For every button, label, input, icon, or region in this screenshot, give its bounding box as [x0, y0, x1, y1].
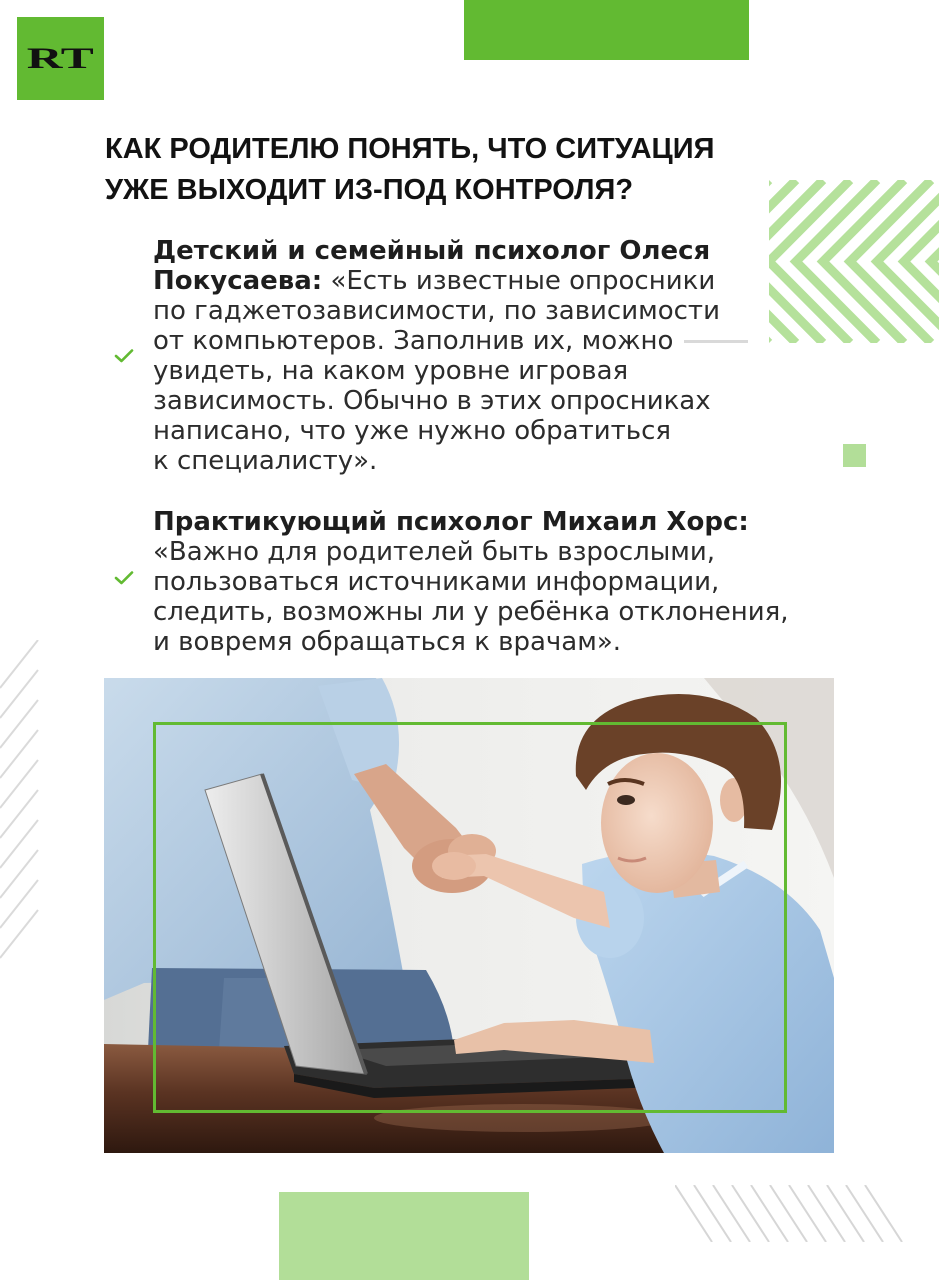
quote-line: [153, 507, 789, 537]
chevron-stripe: [796, 180, 877, 343]
quote-line: «Важно для родителей быть взрослыми,: [153, 537, 716, 567]
quote-line: [153, 266, 720, 296]
quote-author: Практикующий психолог Михаил Хорс:: [153, 507, 749, 537]
decor-square: [843, 444, 866, 467]
checkmark-icon: [114, 348, 134, 364]
quote-line: следить, возможны ли у ребёнка отклонения,: [153, 597, 789, 627]
quote-line: по гаджетозависимости, по зависимости: [153, 296, 720, 326]
top-accent-bar: [464, 0, 749, 60]
rt-logo: [17, 17, 104, 100]
quote-line: написано, что уже нужно обратиться: [153, 416, 672, 446]
quote-line: от компьютеров. Заполнив их, можно: [153, 326, 674, 356]
quote-line: увидеть, на каком уровне игровая: [153, 356, 629, 386]
quote-block: [153, 507, 789, 657]
chevron-stripe: [823, 180, 904, 343]
title-line: КАК РОДИТЕЛЮ ПОНЯТЬ, ЧТО СИТУАЦИЯ: [105, 133, 715, 165]
chevron-stripe: [850, 180, 931, 343]
diagonal-lines-decor: [0, 640, 40, 970]
page-title: [105, 129, 714, 211]
rt-logo-text: RT: [26, 41, 95, 75]
checkmark-icon: [114, 570, 134, 586]
quote-line: [153, 236, 720, 266]
diagonal-lines-decor: [675, 1185, 910, 1242]
photo-frame: [153, 722, 787, 1113]
quote-line: зависимость. Обычно в этих опросниках: [153, 386, 711, 416]
quote-text: «Есть известные опросники: [330, 266, 716, 296]
bottom-accent-block: [279, 1192, 529, 1280]
chevron-stripe: [769, 180, 850, 343]
quote-block: [153, 236, 720, 476]
quote-line: пользоваться источниками информации,: [153, 567, 720, 597]
quote-line: и вовремя обращаться к врачам».: [153, 627, 622, 657]
quote-line: к специалисту».: [153, 446, 378, 476]
quote-author: Покусаева:: [153, 266, 323, 296]
title-line: УЖЕ ВЫХОДИТ ИЗ-ПОД КОНТРОЛЯ?: [105, 174, 634, 206]
chevron-pattern: [769, 180, 939, 343]
quote-author: Детский и семейный психолог Олеся: [153, 236, 711, 266]
